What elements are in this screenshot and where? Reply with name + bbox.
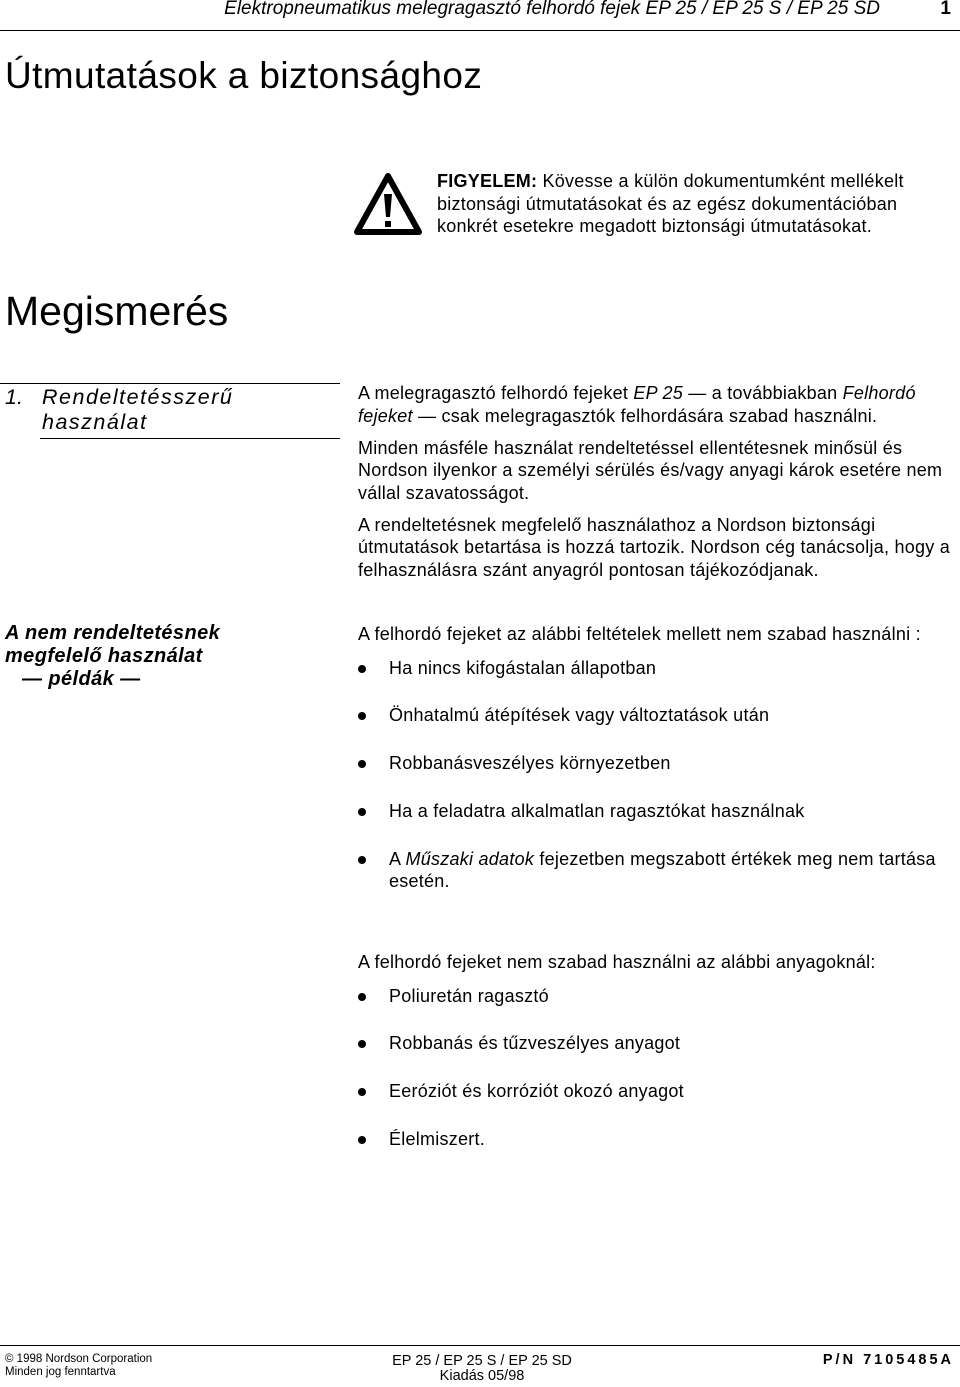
list-item	[389, 657, 958, 680]
page-title: Útmutatások a biztonsághoz	[5, 55, 483, 96]
paragraph-text: A melegragasztó felhordó fejeket	[358, 383, 634, 403]
product-name: EP 25	[633, 383, 684, 403]
warning-text	[437, 170, 922, 238]
copyright-notice: © 1998 Nordson Corporation	[5, 1353, 153, 1365]
footer-models: EP 25 / EP 25 S / EP 25 SD	[392, 1353, 572, 1369]
page-number: 1	[940, 0, 951, 19]
paragraph-text: — a továbbiakban	[683, 383, 843, 403]
intended-use-paragraph-1	[358, 382, 958, 427]
list-item	[389, 800, 958, 823]
list-item	[389, 985, 958, 1008]
bullet-icon	[358, 712, 366, 720]
list-item-text: Ha nincs kifogástalan állapotban	[389, 657, 657, 678]
chapter-reference: Műszaki adatok	[405, 848, 535, 869]
list-item	[389, 1080, 958, 1103]
bullet-icon	[358, 665, 366, 673]
materials-intro: A felhordó fejeket nem szabad használni az alábbi anyagoknál:	[358, 951, 876, 972]
misuse-materials	[358, 951, 958, 1151]
misuse-heading-line1: A nem rendeltetésnek	[5, 622, 221, 644]
bullet-icon	[358, 993, 366, 1001]
misuse-heading-line2: megfelelő használat	[5, 645, 203, 667]
footer-edition: Kiadás 05/98	[439, 1368, 525, 1384]
list-item-text: fejezetben megszabott értékek meg nem tartása esetén.	[389, 848, 936, 891]
section-heading: Megismerés	[5, 288, 229, 334]
materials-list	[358, 985, 958, 1151]
list-item-text: Eeróziót és korróziót okozó anyagot	[389, 1081, 684, 1101]
list-item-text: Poliuretán ragasztó	[389, 985, 549, 1006]
intended-use-heading-line1: Rendeltetésszerű	[42, 385, 234, 409]
intended-use-paragraph-3: A rendeltetésnek megfelelő használathoz a Nordson biztonsági útmutatások betartása is hozzá tartozik. Nordson cég tanácsolja, hogy a felhasználásra szánt anyagról pontosan tájékozódjanak.	[358, 514, 951, 580]
defined-term: Felhordó fejeket	[358, 383, 916, 426]
intended-use-number: 1.	[5, 385, 23, 409]
intended-use-body	[358, 382, 958, 581]
list-item	[389, 752, 958, 775]
warning-body: Kövesse a külön dokumentumként mellékelt biztonsági útmutatásokat és az egész dokumentációban konkrét esetekre megadott biztonsági útmutatásokat.	[437, 171, 904, 236]
side-label-bottom-rule	[40, 438, 340, 439]
bullet-icon	[358, 808, 366, 816]
footer-rule	[0, 1345, 960, 1346]
list-item	[389, 704, 958, 727]
side-label-top-rule	[0, 383, 340, 384]
bullet-icon	[358, 1040, 366, 1048]
list-item-text: Robbanásveszélyes környezetben	[389, 753, 671, 773]
misuse-conditions	[358, 623, 958, 893]
bullet-icon	[358, 1088, 366, 1096]
bullet-icon	[358, 856, 366, 864]
conditions-intro: A felhordó fejeket az alábbi feltételek mellett nem szabad használni :	[358, 623, 921, 644]
header-title: Elektropneumatikus melegragasztó felhordó fejek EP 25 / EP 25 S / EP 25 SD	[224, 0, 880, 19]
footer-copyright-block	[5, 1353, 152, 1379]
rights-notice: Minden jog fenntartva	[5, 1366, 116, 1378]
warning-label: FIGYELEM:	[437, 171, 538, 191]
intended-use-heading-line2: használat	[42, 410, 148, 434]
paragraph-text: — csak melegragasztók felhordására szabad használni.	[412, 405, 878, 426]
list-item	[389, 1032, 958, 1055]
list-item	[389, 848, 958, 893]
header-rule	[0, 30, 960, 31]
intended-use-paragraph-2: Minden másféle használat rendeltetéssel ellentétesnek minősül és Nordson ilyenkor a személyi sérülés és/vagy anyagi károk esetére nem vállal szavatosságot.	[358, 437, 943, 503]
conditions-list	[358, 657, 958, 893]
misuse-heading	[5, 622, 220, 691]
intended-use-heading	[42, 385, 233, 435]
misuse-heading-line3: — példák —	[22, 668, 141, 690]
list-item-text: Ha a feladatra alkalmatlan ragasztókat használnak	[389, 800, 805, 821]
warning-triangle-icon	[353, 171, 423, 237]
part-number: P/N 7105485A	[822, 1352, 954, 1368]
list-item-text: Robbanás és tűzveszélyes anyagot	[389, 1033, 681, 1054]
list-item-text: Önhatalmú átépítések vagy változtatások után	[389, 705, 770, 726]
footer-center-block	[382, 1354, 582, 1384]
bullet-icon	[358, 1136, 366, 1144]
list-item-text: A	[389, 848, 406, 869]
bullet-icon	[358, 760, 366, 768]
list-item-text: Élelmiszert.	[389, 1128, 486, 1149]
list-item	[389, 1128, 958, 1151]
